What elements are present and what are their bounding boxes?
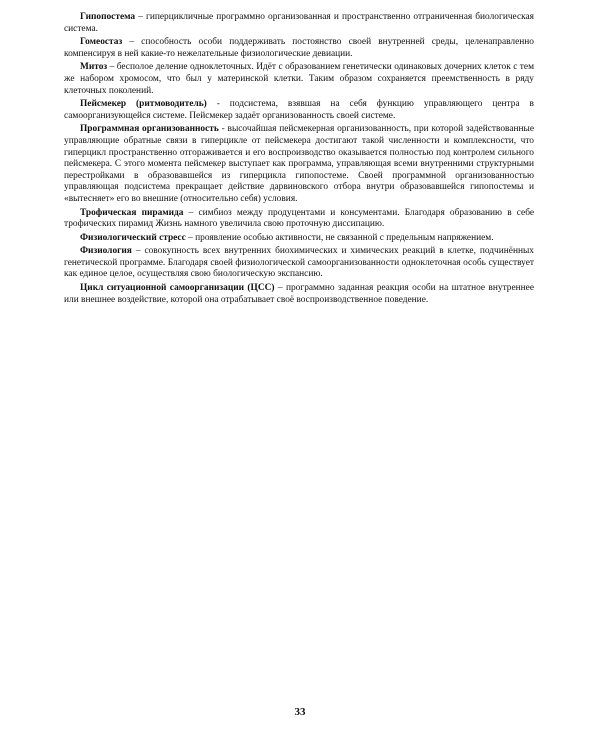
definition: – способность особи поддерживать постоянство своей внутренней среды, целенаправленно компенсируя в ней какие-то нежелательные физиологические девиации.	[64, 37, 534, 59]
glossary-text	[64, 12, 534, 308]
glossary-entry-programmnaya-organizovannost	[64, 124, 534, 205]
term: Трофическая пирамида	[80, 207, 184, 218]
definition: – гиперцикличные программно организованная и пространственно отграниченная биологическая система.	[64, 12, 534, 34]
glossary-entry-gipopostema	[64, 12, 534, 35]
definition: - подсистема, взявшая на себя функцию управляющего центра в самоорганизующейся системе. Пейсмекер задаёт организованность своей системе.	[64, 99, 534, 121]
definition: – проявление особью активности, не связанной с предельным напряжением.	[185, 232, 494, 243]
definition: – программно заданная реакция особи на штатное внутреннее или внешнее воздействие, которой она отрабатывает своё воспроизводственное поведение.	[64, 283, 534, 305]
glossary-entry-fiziologiya	[64, 246, 534, 281]
term: Цикл ситуационной самоорганизации (ЦСС)	[80, 283, 275, 294]
term: Гипопостема	[80, 12, 136, 22]
glossary-entry-tss	[64, 283, 534, 306]
term: Митоз	[80, 62, 108, 73]
definition: – бесполое деление одноклеточных. Идёт с образованием генетически одинаковых дочерних клеток с тем же набором хромосом, что был у материнской клетки. Таким образом сохраняется преемственность в ряду клеточных поколений.	[64, 62, 534, 96]
term: Пейсмекер (ритмоводитель)	[80, 99, 207, 110]
term: Гомеостаз	[80, 37, 123, 48]
glossary-entry-troficheskaya-piramida	[64, 208, 534, 231]
term: Физиологический стресс	[80, 232, 186, 243]
term: Физиология	[80, 246, 132, 257]
page-number: 33	[294, 706, 306, 718]
definition: - высочайшая пейсмекерная организованность, при которой задействованные управляющие обратные связи в гиперцикле от пейсмекера достигают такой численности и комплексности, что гиперцикл пространственно отгораживается и его воспроизводство оказывается полностью под контролем сильного пейсмекера. С этого момента пейсмекер выступает как программа, управляющая всеми внутренними структурными перестройками в образовавшейся из гиперцикла гипопостеме. Своей программной организованностью управляющая подсистема прекращает действие дарвиновского отбора внутри образовавшейся гипопостемы и «вытесняет» его во внешние (относительно себя) условия.	[64, 124, 534, 204]
glossary-entry-peysmeker	[64, 99, 534, 122]
term: Программная организованность	[80, 124, 219, 135]
glossary-entry-fiziologicheskiy-stress	[64, 233, 534, 245]
definition: – совокупность всех внутренних биохимических и химических реакций в клетке, подчинённых генетической программе. Благодаря своей физиологической самоорганизованности одноклеточная особь существует как единое целое, осуществляя свою биологическую экспансию.	[64, 246, 534, 280]
definition: – симбиоз между продуцентами и консументами. Благодаря образованию в себе трофических пирамид Жизнь намного увеличила свою проточную диссипацию.	[64, 207, 535, 230]
glossary-entry-mitoz	[64, 62, 534, 97]
glossary-entry-gomeostaz	[64, 37, 534, 60]
